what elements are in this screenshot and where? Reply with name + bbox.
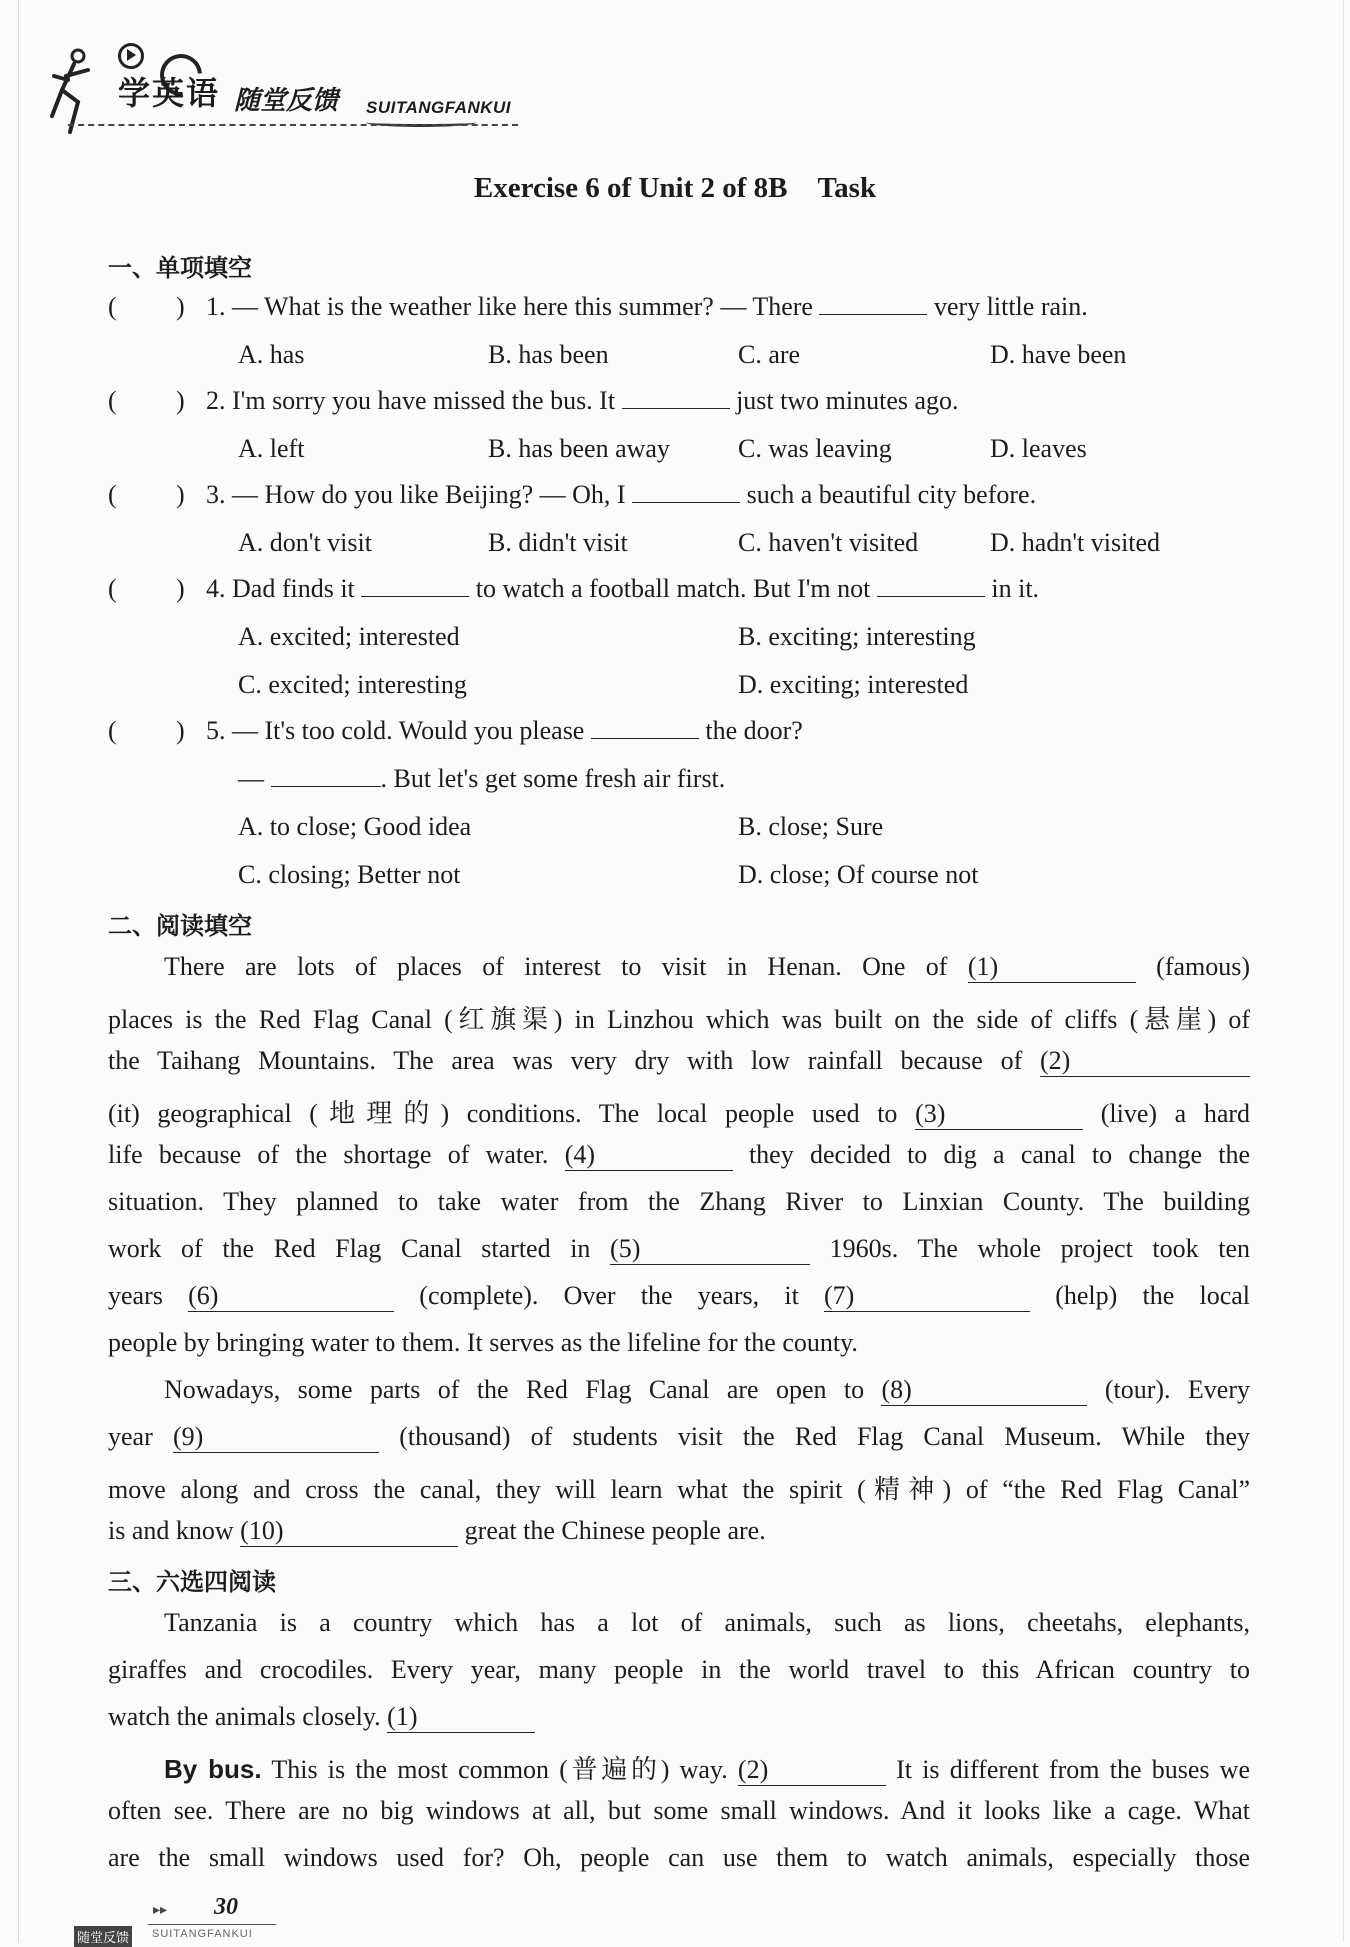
answer-paren-close: ) (176, 574, 185, 603)
answer-paren-open: ( (108, 574, 117, 603)
question-number: 2. (206, 386, 226, 415)
page-edge-right (1343, 0, 1344, 1942)
answer-paren-open: ( (108, 480, 117, 509)
passage-line: are the small windows used for? Oh, people can use them to watch animals, especially those (108, 1843, 1250, 1872)
passage-line: year (9) (thousand) of students visit the Red Flag Canal Museum. While they (108, 1422, 1251, 1451)
option-c: C. haven't visited (738, 528, 919, 557)
header-logo (48, 38, 548, 138)
answer-paren-close: ) (176, 292, 185, 321)
passage-line: giraffes and crocodiles. Every year, many people in the world travel to this African country to (108, 1655, 1250, 1684)
fill-blank-s3-2[interactable]: (2) (738, 1755, 886, 1786)
option-b: B. didn't visit (488, 528, 628, 557)
page-title (0, 172, 1350, 205)
logo-text-cn: 学英语 (118, 74, 221, 112)
question-number: 1. (206, 292, 226, 321)
option-c: C. excited; interesting (238, 670, 467, 699)
passage-line: situation. They planned to take water from the Zhang River to Linxian County. The building (108, 1187, 1250, 1216)
question-5-line2 (238, 764, 725, 794)
question-number: 5. (206, 716, 226, 745)
page-edge-left (18, 0, 19, 1942)
answer-blank[interactable] (361, 574, 469, 597)
page-number: 30 (214, 1894, 238, 1920)
passage-line: is and know (10) great the Chinese people are. (108, 1516, 766, 1545)
option-d: D. exciting; interested (738, 670, 969, 699)
option-c: C. was leaving (738, 434, 892, 463)
logo-text-cn2: 随堂反馈 (234, 86, 339, 116)
fill-blank-6[interactable]: (6) (188, 1281, 394, 1312)
answer-paren-close: ) (176, 716, 185, 745)
option-a: A. has (238, 340, 305, 369)
passage-line: years (6) (complete). Over the years, it (7) (help) the local (108, 1281, 1251, 1310)
passage-line: work of the Red Flag Canal started in (5) 1960s. The whole project took ten (108, 1234, 1251, 1263)
play-icon (118, 43, 144, 69)
footer-tag: 随堂反馈 (74, 1926, 132, 1947)
section1-heading: 一、单项填空 (108, 254, 252, 282)
title-task: Task (817, 172, 877, 204)
section2-heading: 二、阅读填空 (108, 912, 252, 940)
passage-line: people by bringing water to them. It serves as the lifeline for the county. (108, 1328, 858, 1357)
fill-blank-s3-1[interactable]: (1) (387, 1702, 535, 1733)
fill-blank-4[interactable]: (4) (565, 1140, 733, 1171)
option-b: B. has been away (488, 434, 670, 463)
question-text-after: the door? (705, 716, 803, 745)
question-text: — What is the weather like here this summer? — There (232, 292, 813, 321)
question-text-line2: . But let's get some fresh air first. (380, 764, 726, 793)
question-text-after: just two minutes ago. (736, 386, 959, 415)
question-number: 3. (206, 480, 226, 509)
page-arrow-icon: ▸▸ (153, 1902, 168, 1918)
question-text-mid: to watch a football match. But I'm not (475, 574, 871, 603)
answer-blank[interactable] (622, 386, 730, 409)
question-number: 4. (206, 574, 226, 603)
section3-heading: 三、六选四阅读 (108, 1568, 276, 1596)
passage-line: often see. There are no big windows at all, but some small windows. And it looks like a cage. What (108, 1796, 1250, 1825)
passage-line: life because of the shortage of water. (4) they decided to dig a canal to change the (108, 1140, 1251, 1169)
answer-paren-open: ( (108, 386, 117, 415)
answer-blank[interactable] (877, 574, 985, 597)
option-a: A. excited; interested (238, 622, 460, 651)
question-text: I'm sorry you have missed the bus. It (232, 386, 616, 415)
question-text-after: such a beautiful city before. (746, 480, 1037, 509)
question-text-after: very little rain. (933, 292, 1088, 321)
footer-rule (148, 1924, 276, 1925)
fill-blank-3[interactable]: (3) (915, 1099, 1083, 1130)
option-a: A. don't visit (238, 528, 372, 557)
option-b: B. has been (488, 340, 609, 369)
passage-line: There are lots of places of interest to visit in Henan. One of (1) (famous) (164, 952, 1251, 981)
answer-paren-close: ) (176, 386, 185, 415)
passage-line: By bus. This is the most common (普遍的) way. (2) It is different from the buses we (164, 1754, 1250, 1784)
option-a: A. to close; Good idea (238, 812, 472, 841)
answer-blank[interactable] (591, 716, 699, 739)
passage-line: watch the animals closely. (1) (108, 1702, 1250, 1733)
answer-blank[interactable] (271, 764, 381, 787)
passage-line: the Taihang Mountains. The area was very dry with low rainfall because of (2) (108, 1046, 1250, 1077)
fill-blank-9[interactable]: (9) (173, 1422, 379, 1453)
footer-tag-en: SUITANGFANKUI (152, 1928, 253, 1940)
answer-paren-close: ) (176, 480, 185, 509)
option-b: B. exciting; interesting (738, 622, 976, 651)
question-text: — It's too cold. Would you please (232, 716, 585, 745)
passage-line: places is the Red Flag Canal (红旗渠) in Linzhou which was built on the side of cliffs (悬崖) of (108, 1005, 1250, 1034)
option-d: D. have been (990, 340, 1127, 369)
fill-blank-10[interactable]: (10) (240, 1516, 458, 1547)
title-main: Exercise 6 of Unit 2 of 8B (473, 172, 788, 204)
passage-line: move along and cross the canal, they will learn what the spirit (精神) of “the Red Flag Canal” (108, 1475, 1250, 1504)
option-d: D. close; Of course not (738, 860, 979, 889)
dash-mark: — (238, 764, 264, 793)
runner-icon (48, 46, 118, 136)
answer-blank[interactable] (819, 292, 927, 315)
fill-blank-5[interactable]: (5) (610, 1234, 810, 1265)
fill-blank-2[interactable]: (2) (1040, 1046, 1250, 1077)
passage-line: Nowadays, some parts of the Red Flag Canal are open to (8) (tour). Every (164, 1375, 1250, 1404)
answer-paren-open: ( (108, 292, 117, 321)
option-d: D. leaves (990, 434, 1087, 463)
option-c: C. closing; Better not (238, 860, 461, 889)
fill-blank-1[interactable]: (1) (968, 952, 1136, 983)
question-text: Dad finds it (232, 574, 355, 603)
option-a: A. left (238, 434, 305, 463)
question-text: — How do you like Beijing? — Oh, I (232, 480, 626, 509)
option-d: D. hadn't visited (990, 528, 1161, 557)
answer-blank[interactable] (632, 480, 740, 503)
option-c: C. are (738, 340, 801, 369)
header-dashed-rule (68, 124, 518, 126)
option-b: B. close; Sure (738, 812, 884, 841)
fill-blank-7[interactable]: (7) (824, 1281, 1030, 1312)
passage-line: (it) geographical (地理的) conditions. The local people used to (3) (live) a hard (108, 1099, 1251, 1128)
question-text-after: in it. (991, 574, 1040, 603)
fill-blank-8[interactable]: (8) (881, 1375, 1087, 1406)
passage-line: Tanzania is a country which has a lot of animals, such as lions, cheetahs, elephants, (164, 1608, 1250, 1637)
answer-paren-open: ( (108, 716, 117, 745)
logo-text-en: SUITANGFANKUI (366, 98, 512, 117)
